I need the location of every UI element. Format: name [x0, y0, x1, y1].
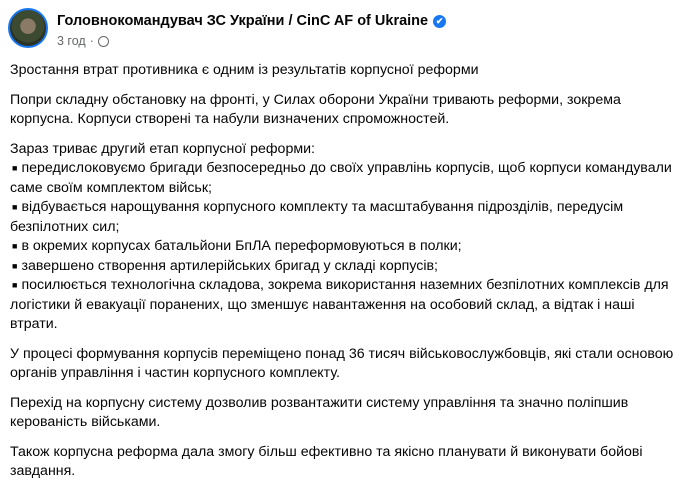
bullet-icon: ■: [12, 163, 18, 173]
globe-icon[interactable]: [98, 36, 109, 47]
reform-stage-list: [10, 140, 678, 335]
stage-heading: Зараз триває другий етап корпусної реформи:: [10, 140, 315, 157]
bullet-icon: ■: [12, 241, 18, 251]
post-body: [10, 61, 678, 492]
list-item: [10, 257, 678, 277]
post-title: Зростання втрат противника є одним із результатів корпусної реформи: [10, 62, 479, 78]
post-meta: [57, 34, 446, 48]
list-item: [10, 237, 678, 257]
post-intro: Попри складну обстановку на фронті, у Силах оборони України тривають реформи, зокрема корпусна. Корпуси створені та набули визначених спроможностей.: [10, 91, 621, 127]
paragraph-transition: Перехід на корпусну систему дозволив розвантажити систему управління та значно поліпшив керованість військами.: [10, 394, 629, 430]
list-item-text: відбувається нарощування корпусного комплекту та масштабування підрозділів, передусім безпілотних сил;: [10, 199, 624, 235]
verified-badge-icon: ✔: [433, 15, 446, 28]
paragraph-planning: Також корпусна реформа дала змогу більш ефективно та якісно планувати й виконувати бойові завдання.: [10, 443, 643, 479]
author-avatar[interactable]: [8, 8, 48, 48]
post-header: [8, 8, 446, 48]
list-item-text: посилюється технологічна складова, зокрема використання наземних безпілотних комплексів для логістики й евакуації поранених, що зменшує навантаження на особовий склад, а відтак і наші втрати.: [10, 277, 669, 332]
list-item-text: передислоковуємо бригади безпосередньо до своїх управлінь корпусів, щоб корпуси командували саме своїм комплектом військ;: [10, 160, 672, 196]
post-time[interactable]: 3 год: [57, 34, 86, 48]
author-name[interactable]: Головнокомандувач ЗС України / CinC AF of Ukraine: [57, 13, 429, 29]
list-item-text: в окремих корпусах батальйони БпЛА переформовуються в полки;: [21, 238, 462, 254]
bullet-icon: ■: [12, 280, 18, 290]
bullet-icon: ■: [12, 260, 18, 271]
list-item: [10, 276, 678, 335]
list-item: [10, 159, 678, 198]
meta-separator: ·: [89, 34, 94, 48]
bullet-icon: ■: [12, 202, 18, 212]
list-item: [10, 198, 678, 237]
author-name-row: [57, 12, 446, 31]
paragraph-formation: У процесі формування корпусів переміщено понад 36 тисяч військовослужбовців, які стали основою органів управління і частин корпусного комплекту.: [10, 345, 674, 381]
list-item-text: завершено створення артилерійських бригад у складі корпусів;: [21, 257, 438, 274]
